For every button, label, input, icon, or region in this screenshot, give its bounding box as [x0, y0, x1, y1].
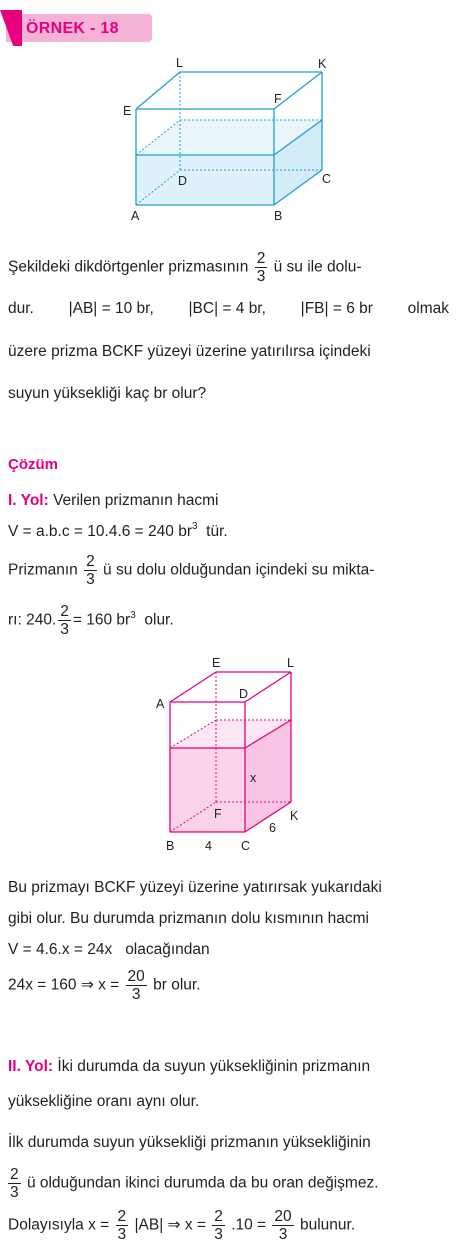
label-F: F	[274, 92, 282, 106]
solution-text: ü olduğundan ikinci durumda da bu oran değişmez.	[26, 1174, 379, 1192]
yol2-line-4	[8, 1166, 379, 1201]
method-1-label: I. Yol:	[8, 492, 49, 509]
solution-text: olur.	[144, 611, 174, 629]
label-B: B	[274, 209, 283, 223]
label-K: K	[318, 57, 327, 71]
problem-line-4: suyun yüksekliği kaç br olur?	[8, 385, 207, 402]
label-L: L	[176, 56, 183, 70]
label-L: L	[287, 656, 294, 670]
water-fill-front	[170, 748, 245, 832]
solution-text: İki durumda da suyun yüksekliğinin prizmanın	[57, 1058, 371, 1075]
label-4: 4	[205, 839, 212, 853]
water-volume: = 160 br	[72, 611, 131, 629]
fraction-two-thirds: $\frac{2}{3}$	[86, 553, 95, 588]
solution-line-3	[8, 553, 374, 588]
example-header	[0, 10, 155, 46]
label-6: 6	[269, 821, 276, 835]
label-E: E	[212, 656, 221, 670]
fraction-two-thirds: $\frac{2}{3}$	[60, 603, 69, 638]
problem-line-3: üzere prizma BCKF yüzeyi üzerine yatırılırsa içindeki	[8, 343, 371, 360]
solution2-line-1: Bu prizmayı BCKF yüzeyi üzerine yatırırsak yukarıdaki	[8, 879, 382, 896]
prism-figure-2	[150, 652, 310, 857]
fraction-twenty-thirds: $\frac{20}{3}$	[274, 1208, 292, 1243]
solution2-line-2: gibi olur. Bu durumda prizmanın dolu kısmının hacmi	[8, 910, 369, 927]
fraction-two-thirds: $\frac{2}{3}$	[10, 1166, 19, 1201]
volume-formula: V = a.b.c = 10.4.6 = 240 br	[8, 523, 192, 540]
prism-figure-1	[120, 55, 340, 225]
solution-text: Dolayısıyla x =	[8, 1216, 110, 1234]
fraction-twenty-thirds: $\frac{20}{3}$	[127, 968, 145, 1003]
solution-line-1	[8, 491, 219, 511]
label-B: B	[166, 839, 175, 853]
exponent: 3	[191, 521, 198, 532]
yol2-line-3: İlk durumda suyun yüksekliği prizmanın yüksekliğinin	[8, 1134, 371, 1151]
solution2-line-3	[8, 940, 210, 960]
yol2-line-5	[8, 1208, 355, 1243]
problem-text: olmak	[407, 300, 449, 317]
yol2-line-1	[8, 1057, 370, 1077]
solution2-line-4	[8, 968, 201, 1003]
equation: |AB| ⇒ x =	[134, 1216, 206, 1234]
problem-line-2	[8, 299, 449, 319]
solution-text: bulunur.	[299, 1216, 356, 1234]
fraction-two-thirds: $\frac{2}{3}$	[256, 250, 266, 285]
fraction-two-thirds: $\frac{2}{3}$	[117, 1208, 127, 1243]
equation: .10 =	[231, 1216, 267, 1234]
equation: 24x = 160 ⇒ x =	[8, 976, 120, 994]
solution-text: olacağından	[125, 941, 210, 958]
method-2-label: II. Yol:	[8, 1058, 54, 1075]
solution-text: Prizmanın	[8, 561, 78, 579]
label-C: C	[322, 172, 332, 186]
label-D: D	[239, 687, 249, 701]
solution-text: br olur.	[153, 976, 201, 994]
solution-line-2	[8, 522, 228, 544]
label-A: A	[131, 209, 140, 223]
solution-text: tür.	[206, 523, 228, 540]
label-x: x	[250, 771, 257, 785]
solution-heading: Çözüm	[8, 456, 58, 473]
solution-line-4	[8, 603, 174, 638]
problem-line-1	[8, 250, 362, 285]
label-D: D	[178, 174, 188, 188]
yol2-line-2: yüksekliğine oranı aynı olur.	[8, 1093, 200, 1110]
fb-length: |FB| = 6 br	[300, 300, 373, 317]
label-F: F	[214, 807, 222, 821]
bc-length: |BC| = 4 br,	[188, 300, 266, 317]
ab-length: |AB| = 10 br,	[68, 300, 154, 317]
water-fill-front	[136, 155, 274, 205]
problem-text: Şekildeki dikdörtgenler prizmasının	[8, 258, 249, 276]
example-title: ÖRNEK - 18	[26, 20, 119, 37]
solution-text: rı: 240.	[8, 611, 57, 629]
problem-text: ü su ile dolu-	[273, 258, 362, 276]
exponent: 3	[130, 609, 136, 621]
problem-text: dur.	[8, 300, 34, 317]
label-E: E	[123, 104, 132, 118]
label-A: A	[156, 697, 165, 711]
solution-text: Verilen prizmanın hacmi	[53, 492, 219, 509]
label-C: C	[241, 839, 251, 853]
fraction-two-thirds: $\frac{2}{3}$	[214, 1208, 223, 1243]
solution-text: ü su dolu olduğundan içindeki su mikta-	[103, 561, 375, 579]
volume-formula: V = 4.6.x = 24x	[8, 941, 113, 958]
label-K: K	[290, 809, 299, 823]
